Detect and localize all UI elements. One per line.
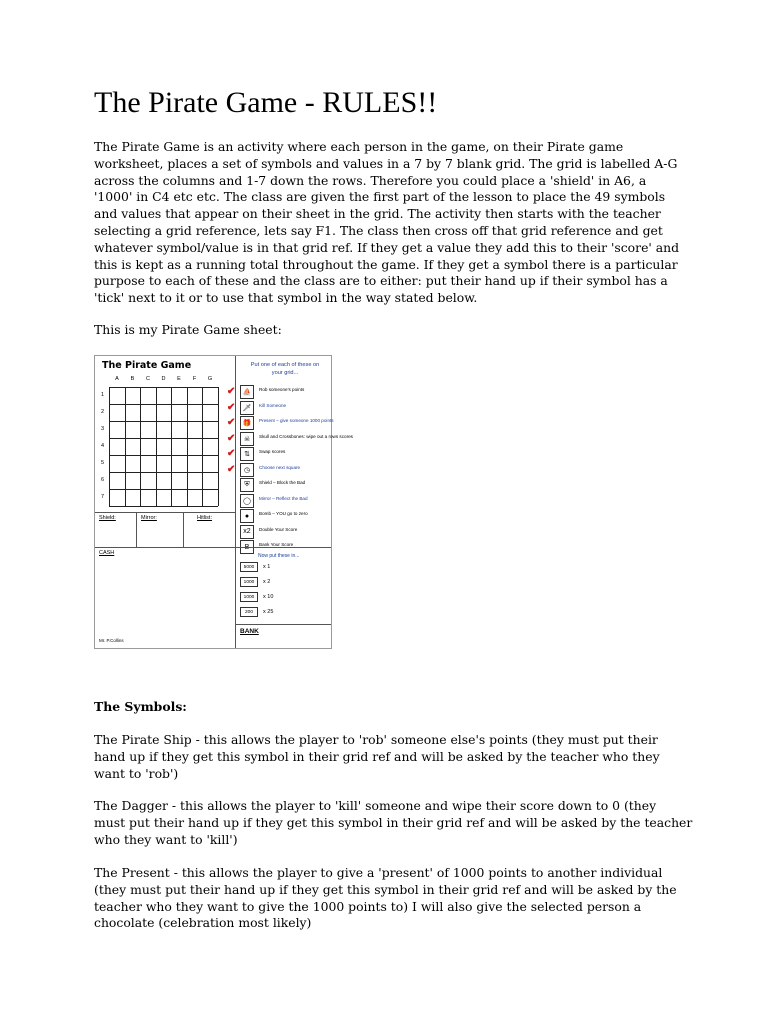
symbol-label: Rob someone's points [259, 387, 305, 392]
paragraph-line: hand up if they get this symbol in their grid ref and will be asked by the teacher who they [94, 748, 660, 764]
sheet-instruction: Put one of each of these on your grid... [250, 362, 320, 376]
sheet-divider [95, 512, 235, 513]
symbol-paragraph [94, 865, 684, 932]
paragraph-line: The Present - this allows the player to give a 'present' of 1000 points to another individual [94, 865, 663, 880]
paragraph-line: want to 'rob') [94, 765, 179, 781]
sheet-divider [235, 356, 236, 648]
intro-line: worksheet, places a set of symbols and values in a 7 by 7 blank grid. The grid is labelled A-G [94, 155, 678, 171]
symbol-paragraph [94, 798, 693, 848]
shield-label [99, 515, 116, 521]
sheet-divider [136, 512, 137, 547]
sheet-divider [235, 624, 331, 625]
hitlist-label-text: Hitlist: [197, 515, 212, 521]
grid-line [156, 387, 157, 506]
sheet-divider [183, 512, 184, 547]
symbol-label: Double Your Score [259, 526, 298, 532]
page-title: The Pirate Game - RULES!! [94, 86, 438, 119]
grid-row-label: 3 [101, 426, 105, 432]
ship-icon: ⛵ [240, 385, 254, 399]
cash-multiplier: x 1 [263, 564, 271, 570]
mirror-icon: ◯ [240, 494, 254, 508]
grid-row-label: 5 [101, 460, 105, 466]
tick-mark: ✔ [227, 401, 236, 413]
cash-value-box: 5000 [240, 562, 258, 572]
grid-row-label: 1 [101, 392, 105, 398]
intro-line: and values that appear on their sheet in the grid. The activity then starts with the teacher [94, 206, 661, 222]
intro-line: this is kept as a running total throughout the game. If they get a symbol there is a particular [94, 256, 678, 272]
grid-row-label: 4 [101, 443, 105, 449]
intro-line: 'tick' next to it or to use that symbol in the way stated below. [94, 290, 478, 306]
sheet-divider [95, 547, 331, 548]
tick-mark: ✔ [227, 417, 236, 428]
intro-line: across the columns and 1-7 down the rows. Therefore you could place a 'shield' in A6, a [94, 172, 647, 188]
symbol-label: Present – give someone 1000 points [259, 418, 334, 423]
intro-line: whatever symbol/value is in that grid ref. If they get a value they add this to their 'score' and [94, 239, 680, 255]
paragraph-line: who they want to 'kill') [94, 831, 238, 847]
bank-label: BANK [240, 628, 259, 635]
double-icon: x2 [240, 525, 254, 539]
cash-multiplier: x 25 [263, 609, 274, 615]
symbol-label: Skull and Crossbones: wipe out a rows scores [259, 433, 353, 439]
grid-column-label: B [130, 376, 135, 382]
sheet-title: The Pirate Game [102, 360, 192, 371]
grid-column-label: A [115, 376, 119, 382]
grid-line [125, 387, 126, 506]
paragraph-line: (they must put their hand up if they get this symbol in their grid ref and will be asked by the [94, 881, 677, 897]
symbol-label: Bomb – YOU go to zero [259, 511, 308, 516]
intro-line: selecting a grid reference, lets say F1. The class then cross off that grid reference and get [94, 222, 663, 238]
dagger-icon: 🗡 [240, 401, 254, 415]
tick-mark: ✔ [227, 386, 236, 397]
hitlist-label [197, 515, 212, 521]
paragraph-line: The Dagger - this allows the player to 'kill' someone and wipe their score down to 0 (they [94, 798, 657, 813]
cash-value-box: 1000 [240, 592, 258, 602]
tick-mark: ✔ [227, 432, 236, 444]
grid-line [218, 387, 219, 506]
sheet-caption: This is my Pirate Game sheet: [94, 322, 282, 337]
grid-line [171, 387, 172, 506]
present-icon: 🎁 [240, 416, 254, 430]
grid-line [140, 387, 141, 506]
pirate-game-sheet-image [94, 355, 353, 649]
symbol-label: Kill Someone [259, 402, 287, 408]
clock-icon: ◷ [240, 463, 254, 477]
grid-column-label: C [146, 376, 150, 382]
grid-row-label: 6 [101, 477, 105, 483]
bomb-icon: ● [240, 509, 254, 523]
grid-column-label: F [192, 376, 197, 382]
author-label: Mr. P.Collins [99, 638, 124, 643]
now-put-label: Now put these in... [258, 553, 300, 559]
grid-line [202, 387, 203, 506]
paragraph-line: teacher who they want to give the 1000 points to) I will also give the selected person a [94, 898, 642, 914]
grid-line [109, 506, 218, 507]
swap-icon: ⇅ [240, 447, 254, 461]
cash-label-text: CASH [99, 550, 115, 556]
intro-paragraph [94, 139, 684, 307]
paragraph-line: chocolate (celebration most likely) [94, 915, 312, 931]
cash-label [99, 550, 114, 556]
cash-value-box: 200 [240, 607, 258, 617]
cash-value-box: 1000 [240, 577, 258, 587]
symbol-label: Mirror – Reflect the Bad [259, 495, 308, 501]
symbol-paragraph [94, 732, 684, 782]
cash-multiplier: x 10 [263, 594, 274, 600]
grid-line [109, 387, 110, 506]
symbol-label: Swap scores [259, 449, 286, 454]
symbol-label: Choose next square [259, 464, 301, 470]
tick-mark: ✔ [227, 448, 236, 459]
shield-icon: ⛨ [240, 478, 254, 492]
paragraph-line: must put their hand up if they get this symbol in their grid ref and will be asked by the teacher [94, 814, 693, 830]
grid-column-label: E [177, 376, 181, 382]
grid-column-label: D [161, 376, 166, 382]
grid-row-label: 2 [101, 409, 105, 415]
grid-line [187, 387, 188, 506]
grid-column-label: G [207, 376, 213, 382]
mirror-label [141, 515, 157, 521]
paragraph-line: The Pirate Ship - this allows the player to 'rob' someone else's points (they must put their [94, 732, 658, 747]
intro-line: purpose to each of these and the class are to either: put their hand up if their symbol has a [94, 273, 668, 289]
mirror-label-text: Mirror: [141, 515, 157, 521]
shield-label-text: Shield: [99, 515, 116, 521]
intro-line: The Pirate Game is an activity where each person in the game, on their Pirate game [94, 139, 624, 154]
tick-mark: ✔ [227, 463, 236, 475]
intro-line: '1000' in C4 etc etc. The class are given the first part of the lesson to place the 49 symbols [94, 189, 666, 205]
cash-multiplier: x 2 [263, 579, 271, 585]
symbol-label: Bank Your Score [259, 542, 294, 547]
symbol-label: Shield – Block the Bad [259, 480, 306, 485]
grid-row-label: 7 [101, 494, 105, 500]
skull-icon: ☠ [240, 432, 254, 446]
symbols-heading: The Symbols: [94, 699, 187, 714]
